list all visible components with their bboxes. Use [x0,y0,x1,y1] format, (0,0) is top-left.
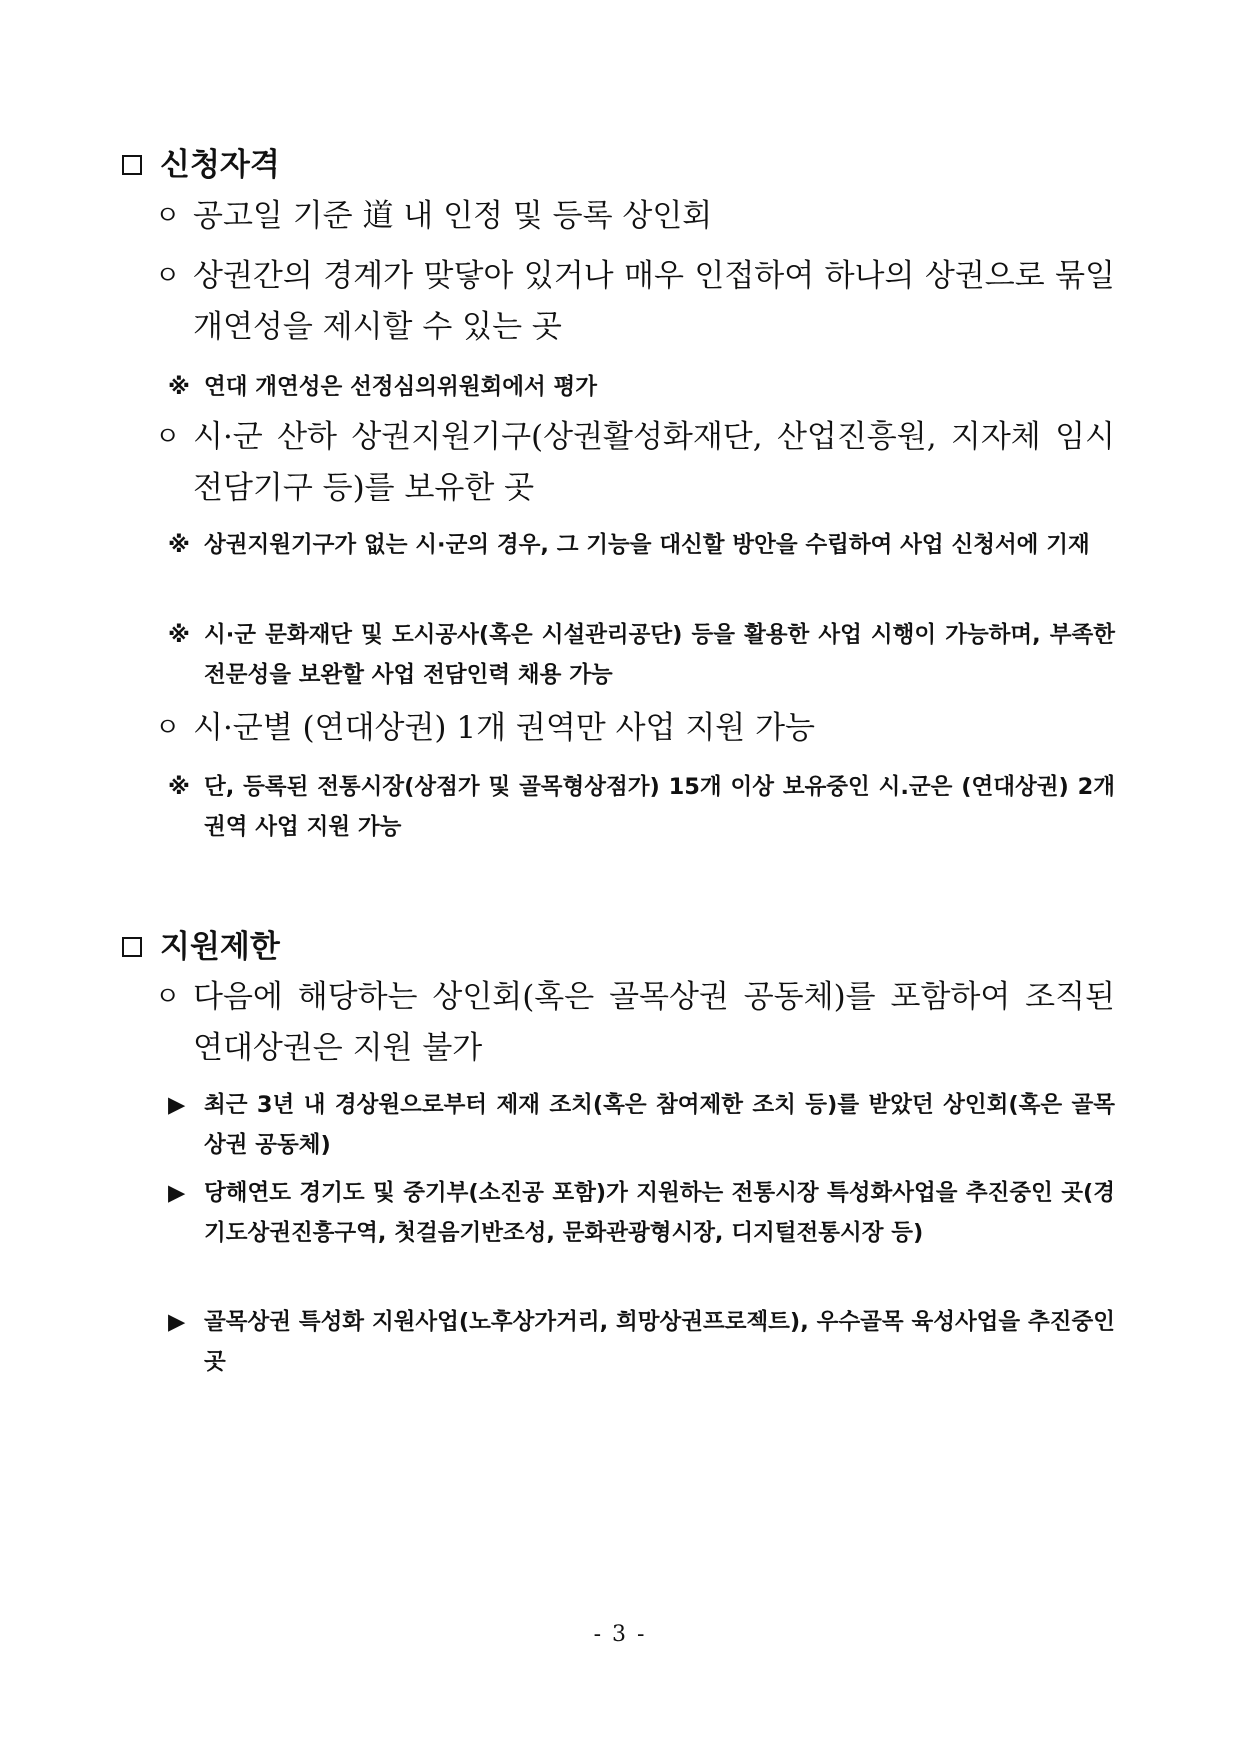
list-item [155,251,1115,353]
section-heading-eligibility [120,145,280,185]
checkbox-square-icon [122,155,142,175]
note-text: 시·군 문화재단 및 도시공사(혹은 시설관리공단) 등을 활용한 사업 시행이 가능하며, 부족한 전문성을 보완할 사업 전담인력 채용 가능 [204,622,1115,688]
reference-mark-icon: ※ [168,622,190,648]
note-item [168,615,1115,695]
item-text: 공고일 기준 道 내 인정 및 등록 상인회 [193,198,713,234]
circle-bullet-icon: ㅇ [155,261,181,291]
arrow-item [168,1302,1115,1382]
item-text: 다음에 해당하는 상인회(혹은 골목상권 공동체)를 포함하여 조직된 연대상권은 지원 불가 [193,979,1115,1066]
arrow-item [168,1173,1115,1253]
list-item [155,412,1115,514]
arrow-item [168,1085,1115,1165]
note-item [168,525,1115,565]
reference-mark-icon: ※ [168,774,190,800]
circle-bullet-icon: ㅇ [155,713,181,743]
page-number: - 3 - [593,1622,647,1647]
note-text: 단, 등록된 전통시장(상점가 및 골목형상점가) 15개 이상 보유중인 시.군은 (연대상권) 2개 권역 사업 지원 가능 [204,774,1115,840]
item-text: 시·군 산하 상권지원기구(상권활성화재단, 산업진흥원, 지자체 임시 전담기구 등)를 보유한 곳 [193,419,1115,506]
triangle-bullet-icon: ▶ [168,1309,186,1335]
section-heading-restrictions [120,927,280,967]
list-item [155,191,1115,242]
circle-bullet-icon: ㅇ [155,422,181,452]
note-text: 상권지원기구가 없는 시·군의 경우, 그 기능을 대신할 방안을 수립하여 사업 신청서에 기재 [204,532,1090,558]
reference-mark-icon: ※ [168,532,190,558]
item-text: 상권간의 경계가 맞닿아 있거나 매우 인접하여 하나의 상권으로 묶일 개연성을 제시할 수 있는 곳 [193,258,1115,345]
checkbox-square-icon [122,937,142,957]
section-title: 신청자격 [160,147,280,183]
note-text: 연대 개연성은 선정심의위원회에서 평가 [204,374,597,400]
triangle-bullet-icon: ▶ [168,1180,186,1206]
triangle-bullet-icon: ▶ [168,1092,186,1118]
item-text: 시·군별 (연대상권) 1개 권역만 사업 지원 가능 [193,710,815,746]
reference-mark-icon: ※ [168,374,190,400]
section-title: 지원제한 [160,929,280,965]
circle-bullet-icon: ㅇ [155,982,181,1012]
arrow-item-text: 최근 3년 내 경상원으로부터 제재 조치(혹은 참여제한 조치 등)를 받았던 상인회(혹은 골목상권 공동체) [204,1092,1115,1158]
arrow-item-text: 골목상권 특성화 지원사업(노후상가거리, 희망상권프로젝트), 우수골목 육성사업을 추진중인 곳 [204,1309,1115,1375]
list-item [155,703,1115,754]
note-item [168,367,1115,407]
arrow-item-text: 당해연도 경기도 및 중기부(소진공 포함)가 지원하는 전통시장 특성화사업을 추진중인 곳(경기도상권진흥구역, 첫걸음기반조성, 문화관광형시장, 디지털전통시장 등) [204,1180,1115,1246]
note-item [168,767,1115,847]
list-item [155,972,1115,1074]
circle-bullet-icon: ㅇ [155,201,181,231]
